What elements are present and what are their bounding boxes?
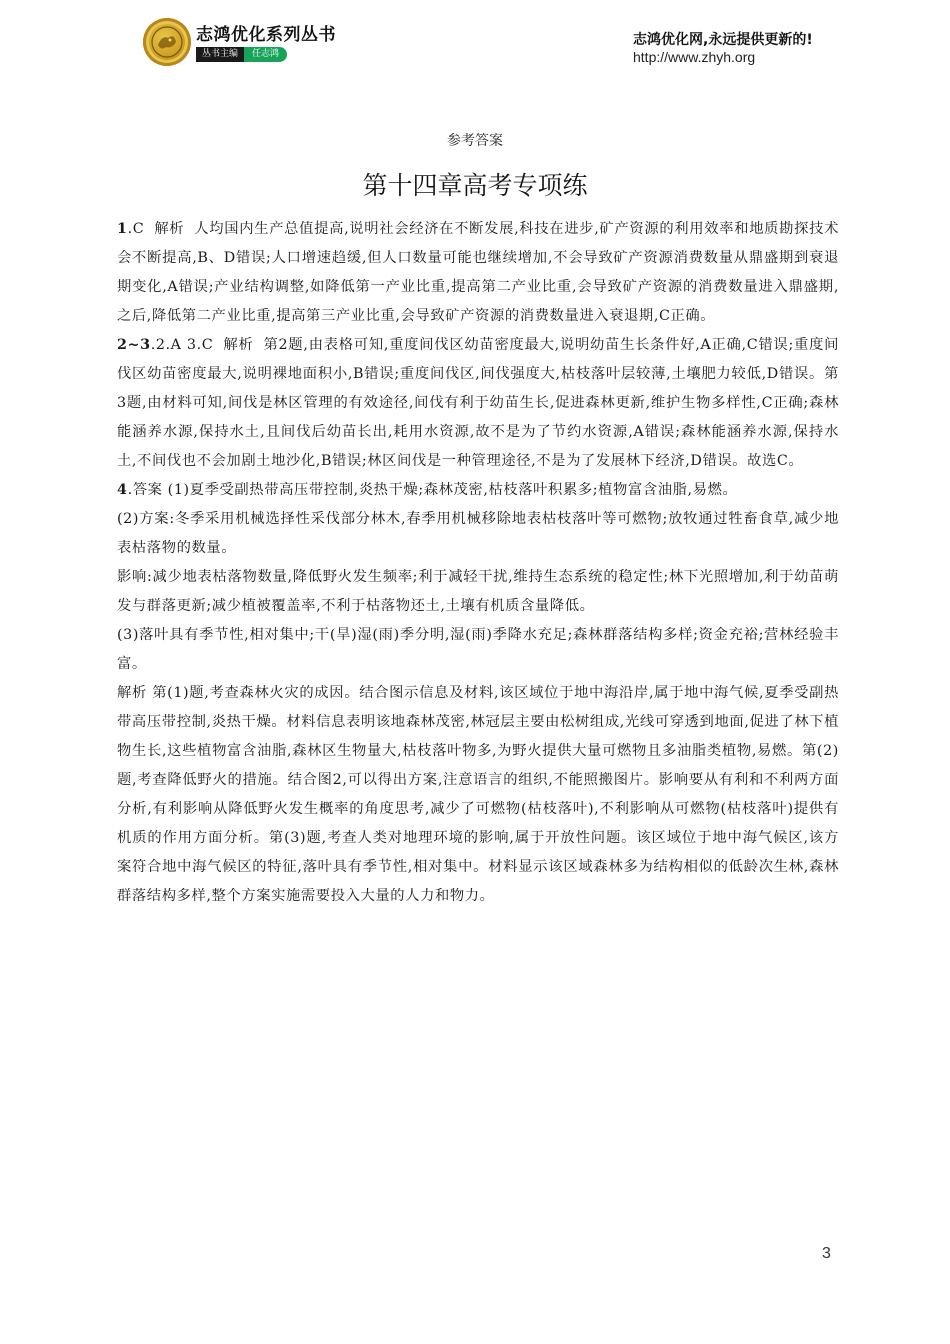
question-1-analysis: 人均国内生产总值提高,说明社会经济在不断发展,科技在进步,矿产资源的利用效率和地质勘探技术会不断提高,B、D错误;人口增速趋缓,但人口数量可能也继续增加,不会导致矿产资源消费数量从鼎盛期到衰退期变化,A错误;产业结构调整,如降低第一产业比重,提高第二产业比重,会导致矿产资源的消费数量进入鼎盛期,之后,降低第二产业比重,提高第三产业比重,会导致矿产资源的消费数量进入衰退期,C正确。 [117,221,839,324]
reference-answer-label: 参考答案 [447,133,503,149]
header-slogan: 志鸿优化网,永远提供更新的! [633,32,813,48]
page-number: 3 [822,1245,831,1262]
question-4-number: 4 [117,482,128,498]
series-editor-badge [196,47,287,62]
question-1-analysis-tag: 解析 [154,221,185,237]
badge-editor-label: 丛书主编 [196,47,244,62]
question-4-analysis-text: 第(1)题,考查森林火灾的成因。结合图示信息及材料,该区域位于地中海沿岸,属于地中海气候,夏季受副热带高压带控制,炎热干燥。材料信息表明该地森林茂密,林冠层主要由松树组成,光线可穿透到地面,促进了林下植物生长,这些植物富含油脂,森林区生物量大,枯枝落叶物多,为野火提供大量可燃物且多油脂类植物,易燃。第(2)题,考查降低野火的措施。结合图2,可以得出方案,注意语言的组织,不能照搬图片。影响要从有利和不利两方面分析,有利影响从降低野火发生概率的角度思考,减少了可燃物(枯枝落叶),不利影响从可燃物(枯枝落叶)提供有机质的作用方面分析。第(3)题,考查人类对地理环境的影响,属于开放性问题。该区域位于地中海气候区,该方案符合地中海气候区的特征,落叶具有季节性,相对集中。材料显示该区域森林多为结构相似的低龄次生林,森林群落结构多样,整个方案实施需要投入大量的人力和物力。 [117,685,839,904]
question-2-3-answer: .2.A 3.C [150,337,214,353]
question-4-analysis-tag: 解析 [117,685,147,701]
question-4-part-2-effect: 影响:减少地表枯落物数量,降低野火发生频率;利于减轻干扰,维持生态系统的稳定性;林下光照增加,利于幼苗萌发与群落更新;减少植被覆盖率,不利于枯落物还土,土壤有机质含量降低。 [117,569,839,614]
question-4-answer-tag: .答案 [127,482,163,498]
page-header [0,0,950,80]
question-4-part-1: (1)夏季受副热带高压带控制,炎热干燥;森林茂密,枯枝落叶积累多;植物富含油脂,易燃。 [167,482,738,498]
question-4-answer-1 [117,476,839,505]
question-2-3-analysis-tag: 解析 [223,337,254,353]
question-2-3-number: 2~3 [117,337,151,353]
answer-content [117,215,839,911]
question-4-part-2: (2)方案:冬季采用机械选择性采伐部分林木,春季用机械移除地表枯枝落叶等可燃物;放牧通过牲畜食草,减少地表枯落物的数量。 [117,511,839,556]
question-4-part-3: (3)落叶具有季节性,相对集中;干(旱)湿(雨)季分明,湿(雨)季降水充足;森林群落结构多样;资金充裕;营林经验丰富。 [117,627,839,672]
question-4-analysis [117,679,839,911]
header-url: http://www.zhyh.org [633,49,756,65]
chapter-title: 第十四章高考专项练 [362,171,588,200]
question-1-answer: .C [127,221,145,237]
badge-editor-name: 任志鸿 [244,47,287,62]
question-1-number: 1 [117,221,128,237]
question-2-3 [117,331,839,476]
logo-seal-icon [143,18,191,66]
question-1 [117,215,839,331]
series-title: 志鸿优化系列丛书 [196,25,336,45]
question-2-3-analysis: 第2题,由表格可知,重度间伐区幼苗密度最大,说明幼苗生长条件好,A正确,C错误;重度间伐区幼苗密度最大,说明裸地面积小,B错误;重度间伐区,间伐强度大,枯枝落叶层较薄,土壤肥力较低,D错误。第3题,由材料可知,间伐是林区管理的有效途径,间伐有利于幼苗生长,促进森林更新,维护生物多样性,C正确;森林能涵养水源,保持水土,且间伐后幼苗长出,耗用水资源,故不是为了节约水资源,A错误;森林能涵养水源,保持水土,不间伐也不会加剧土地沙化,B错误;林区间伐是一种管理途径,不是为了发展林下经济,D错误。故选C。 [117,337,839,469]
